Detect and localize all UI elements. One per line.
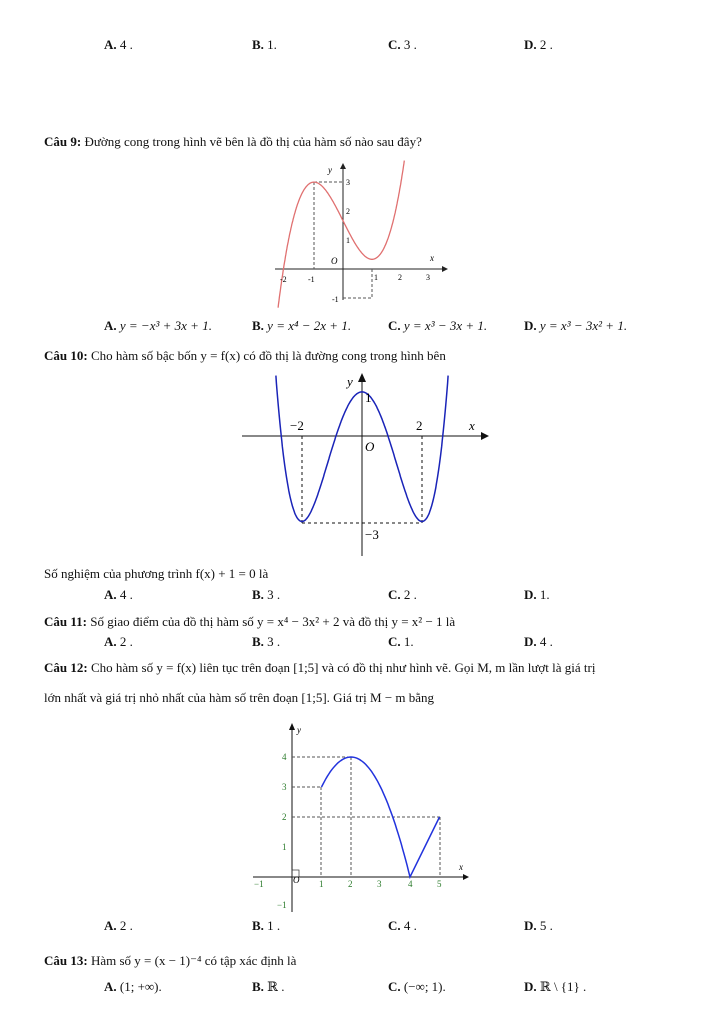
q9-stem: Câu 9: Đường cong trong hình vẽ bên là đồ thị của hàm số nào sau đây? (44, 134, 422, 149)
q12-graph (245, 720, 475, 915)
q12-x-arrow-icon (463, 874, 469, 880)
q9-curve (278, 161, 404, 308)
q9-x-tick-m1: -1 (308, 275, 315, 284)
q11-option-c[interactable]: C. 1. (388, 634, 414, 649)
q12-y-arrow-icon (289, 723, 295, 730)
q12-y-tick-1: 1 (282, 842, 287, 852)
q10-option-b[interactable]: B. 3 . (252, 587, 281, 602)
q10-option-a[interactable]: A. 4 . (104, 587, 133, 602)
q9-option-a[interactable]: A. y = −x³ + 3x + 1. (104, 318, 212, 333)
q8-option-c[interactable]: C. 3 . (388, 37, 417, 52)
q12-origin-label: O (293, 875, 300, 885)
q12-y-label: y (297, 725, 301, 735)
q10-graph (240, 370, 490, 558)
q10-option-d[interactable]: D. 1. (524, 587, 550, 602)
q10-subquestion: Số nghiệm của phương trình f(x) + 1 = 0 là (44, 566, 269, 581)
q10-y-label: y (347, 374, 353, 389)
q12-stem-line1: Câu 12: Cho hàm số y = f(x) liên tục trên đoạn [1;5] và có đồ thị như hình vẽ. Gọi M, m lần lượt là giá trị (44, 660, 596, 675)
q9-x-label: x (430, 253, 434, 263)
q11-stem: Câu 11: Số giao điểm của đồ thị hàm số y = x⁴ − 3x² + 2 và đồ thị y = x² − 1 là (44, 614, 456, 629)
q12-option-b[interactable]: B. 1 . (252, 918, 281, 933)
q12-option-a[interactable]: A. 2 . (104, 918, 133, 933)
q12-x-tick-m1: −1 (254, 879, 264, 889)
q9-origin-label: O (331, 256, 338, 266)
q12-y-tick-m1: −1 (277, 900, 287, 910)
q9-option-c[interactable]: C. y = x³ − 3x + 1. (388, 318, 488, 333)
q12-y-tick-2: 2 (282, 812, 287, 822)
q9-option-b[interactable]: B. y = x⁴ − 2x + 1. (252, 318, 352, 333)
q9-y-arrow-icon (340, 163, 346, 169)
q12-y-tick-3: 3 (282, 782, 287, 792)
q9-x-arrow-icon (442, 266, 448, 272)
q10-tick-1: 1 (365, 390, 372, 405)
q10-y-arrow-icon (358, 373, 366, 382)
q13-option-d[interactable]: D. ℝ \ {1} . (524, 979, 587, 994)
q12-x-tick-3: 3 (377, 879, 382, 889)
q9-graph (270, 160, 450, 310)
q11-option-b[interactable]: B. 3 . (252, 634, 281, 649)
q9-y-tick-m1: -1 (332, 295, 339, 304)
q10-tick-m3: −3 (365, 527, 379, 542)
q8-option-a[interactable]: A. 4 . (104, 37, 133, 52)
q8-option-b[interactable]: B. 1. (252, 37, 277, 52)
q9-y-label: y (328, 165, 332, 175)
q8-option-d[interactable]: D. 2 . (524, 37, 553, 52)
q9-option-d[interactable]: D. y = x³ − 3x² + 1. (524, 318, 628, 333)
q10-tick-m2: −2 (290, 418, 304, 433)
q11-option-d[interactable]: D. 4 . (524, 634, 553, 649)
q12-x-tick-4: 4 (408, 879, 413, 889)
q9-y-tick-1: 1 (346, 236, 350, 245)
q12-option-d[interactable]: D. 5 . (524, 918, 553, 933)
q10-x-arrow-icon (481, 432, 489, 440)
q12-x-tick-5: 5 (437, 879, 442, 889)
q9-y-tick-2: 2 (346, 207, 350, 216)
q10-x-label: x (469, 418, 475, 433)
q10-origin-label: O (365, 439, 375, 454)
q13-option-c[interactable]: C. (−∞; 1). (388, 979, 446, 994)
q12-option-c[interactable]: C. 4 . (388, 918, 417, 933)
q11-option-a[interactable]: A. 2 . (104, 634, 133, 649)
q12-x-tick-2: 2 (348, 879, 353, 889)
q9-x-tick-m2: -2 (280, 275, 287, 284)
q10-tick-2: 2 (416, 418, 423, 433)
q9-y-tick-3: 3 (346, 178, 350, 187)
q12-x-tick-1: 1 (319, 879, 324, 889)
q10-option-c[interactable]: C. 2 . (388, 587, 417, 602)
q12-stem-line2: lớn nhất và giá trị nhỏ nhất của hàm số trên đoạn [1;5]. Giá trị M − m bằng (44, 690, 435, 705)
q13-option-b[interactable]: B. ℝ . (252, 979, 285, 994)
q9-x-tick-1: 1 (374, 273, 378, 282)
q9-x-tick-2: 2 (398, 273, 402, 282)
q9-x-tick-3: 3 (426, 273, 430, 282)
q10-stem: Câu 10: Cho hàm số bậc bốn y = f(x) có đồ thị là đường cong trong hình bên (44, 348, 446, 363)
q13-stem: Câu 13: Hàm số y = (x − 1)⁻⁴ có tập xác định là (44, 953, 297, 968)
q12-x-label: x (459, 862, 463, 872)
q13-option-a[interactable]: A. (1; +∞). (104, 979, 162, 994)
q12-y-tick-4: 4 (282, 752, 287, 762)
